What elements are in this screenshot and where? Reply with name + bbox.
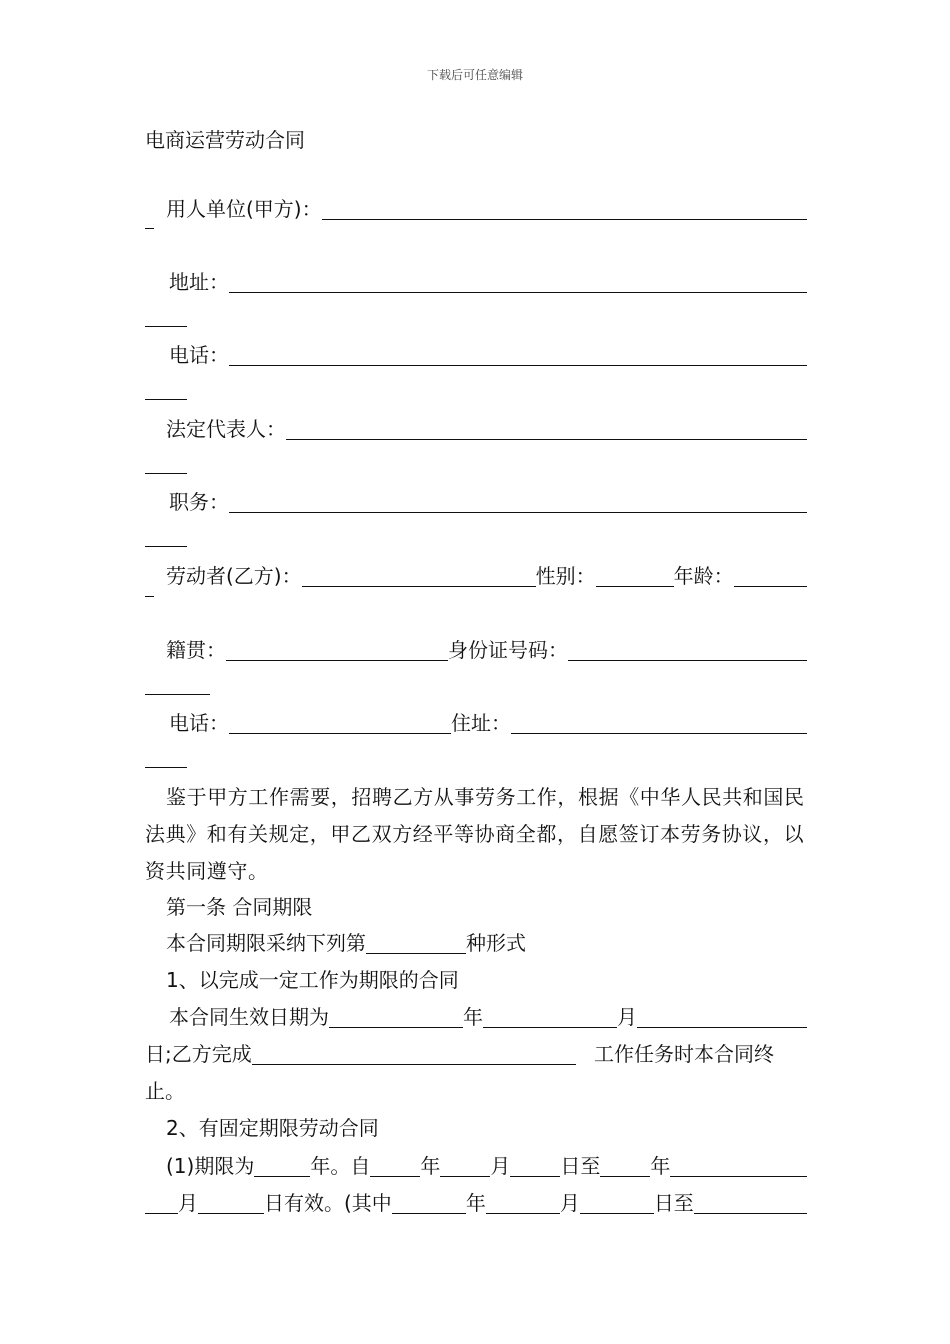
worker-blank[interactable] <box>302 566 536 587</box>
to-year-label: 年 <box>650 1154 671 1178</box>
worker-row <box>145 562 807 590</box>
native-place-blank[interactable] <box>226 640 448 661</box>
sub-year-blank[interactable] <box>392 1193 466 1214</box>
term-years-blank[interactable] <box>254 1156 310 1177</box>
native-place-row <box>145 636 807 664</box>
address-row <box>145 268 807 296</box>
position-row <box>145 488 807 516</box>
effective-date-label: 本合同生效日期为 <box>169 1005 329 1029</box>
phone2-label: 电话： <box>169 711 229 735</box>
preamble-paragraph: 鉴于甲方工作需要，招聘乙方从事劳务工作，根据《中华人民共和国民法典》和有关规定，甲乙双方经平等协商全都，自愿签订本劳务协议，以资共同遵守。 <box>145 785 805 883</box>
to-month-blank[interactable] <box>145 1193 178 1214</box>
age-label: 年龄： <box>673 564 734 588</box>
effective-year-blank[interactable] <box>329 1007 463 1028</box>
sub-year-label: 年 <box>465 1191 486 1215</box>
employer-label: 用人单位(甲方)： <box>166 197 322 221</box>
address-label: 地址： <box>169 270 229 294</box>
from-year-blank[interactable] <box>370 1156 420 1177</box>
contract-form-post: 种形式 <box>466 931 526 955</box>
from-month-label: 月 <box>490 1154 511 1178</box>
legal-rep-blank-tail <box>145 473 187 474</box>
to-month-blank-start[interactable] <box>670 1156 807 1177</box>
employer-row <box>145 195 807 223</box>
task-end-text: 工作任务时本合同终止。 <box>145 1042 774 1103</box>
legal-rep-label: 法定代表人： <box>166 417 286 441</box>
phone2-blank[interactable] <box>229 713 451 734</box>
valid-label: 日有效。(其中 <box>264 1191 392 1215</box>
id-number-blank-tail <box>145 694 210 695</box>
residence-blank-tail <box>145 767 187 768</box>
legal-rep-blank[interactable] <box>286 419 807 440</box>
address-blank-tail <box>145 326 187 327</box>
age-blank-tail <box>145 596 154 597</box>
from-day-to-label: 日至 <box>560 1154 601 1178</box>
item1-heading: 1、以完成一定工作为期限的合同 <box>166 968 459 992</box>
address-blank[interactable] <box>229 272 807 293</box>
worker-label: 劳动者(乙方)： <box>166 564 302 588</box>
native-place-label: 籍贯： <box>166 638 226 662</box>
effective-day-blank[interactable] <box>637 1007 807 1028</box>
phone-label: 电话： <box>169 343 229 367</box>
sub-month-label: 月 <box>559 1191 580 1215</box>
legal-rep-row <box>145 415 807 443</box>
gender-blank[interactable] <box>596 566 674 587</box>
phone2-row <box>145 709 807 737</box>
task-day-label: 日;乙方完成 <box>145 1042 252 1066</box>
item2-heading: 2、有固定期限劳动合同 <box>166 1116 379 1140</box>
to-day-blank[interactable] <box>198 1193 264 1214</box>
phone-blank-tail <box>145 399 187 400</box>
term-row <box>145 1152 807 1180</box>
employer-blank[interactable] <box>322 199 807 220</box>
phone-row <box>145 341 807 369</box>
term-from-label: 年。自 <box>310 1154 371 1178</box>
effective-year-label: 年 <box>463 1005 483 1029</box>
from-year-label: 年 <box>420 1154 441 1178</box>
effective-month-blank[interactable] <box>483 1007 617 1028</box>
contract-form-pre: 本合同期限采纳下列第 <box>166 931 366 955</box>
effective-date-row <box>145 1003 807 1031</box>
to-year-blank[interactable] <box>600 1156 650 1177</box>
gender-label: 性别： <box>535 564 596 588</box>
effective-month-label: 月 <box>617 1005 637 1029</box>
article1-heading: 第一条 合同期限 <box>166 895 313 919</box>
sub-day-blank[interactable] <box>580 1193 654 1214</box>
sub-to-blank[interactable] <box>694 1193 807 1214</box>
position-blank-tail <box>145 546 187 547</box>
residence-blank[interactable] <box>511 713 807 734</box>
phone-blank[interactable] <box>229 345 807 366</box>
term-row2 <box>145 1189 807 1217</box>
contract-form-blank[interactable] <box>366 933 466 954</box>
age-blank[interactable] <box>734 566 807 587</box>
term-label: (1)期限为 <box>166 1154 255 1178</box>
document-title: 电商运营劳动合同 <box>145 128 305 152</box>
employer-blank-tail <box>145 228 154 229</box>
position-blank[interactable] <box>229 492 807 513</box>
residence-label: 住址： <box>451 711 511 735</box>
position-label: 职务： <box>169 490 229 514</box>
sub-day-to-label: 日至 <box>653 1191 694 1215</box>
contract-form-row <box>145 929 807 957</box>
id-number-blank[interactable] <box>568 640 807 661</box>
from-month-blank[interactable] <box>440 1156 490 1177</box>
id-number-label: 身份证号码： <box>448 638 568 662</box>
sub-month-blank[interactable] <box>486 1193 560 1214</box>
to-month-label: 月 <box>178 1191 198 1215</box>
page-header: 下载后可任意编辑 <box>426 68 523 82</box>
from-day-blank[interactable] <box>510 1156 560 1177</box>
